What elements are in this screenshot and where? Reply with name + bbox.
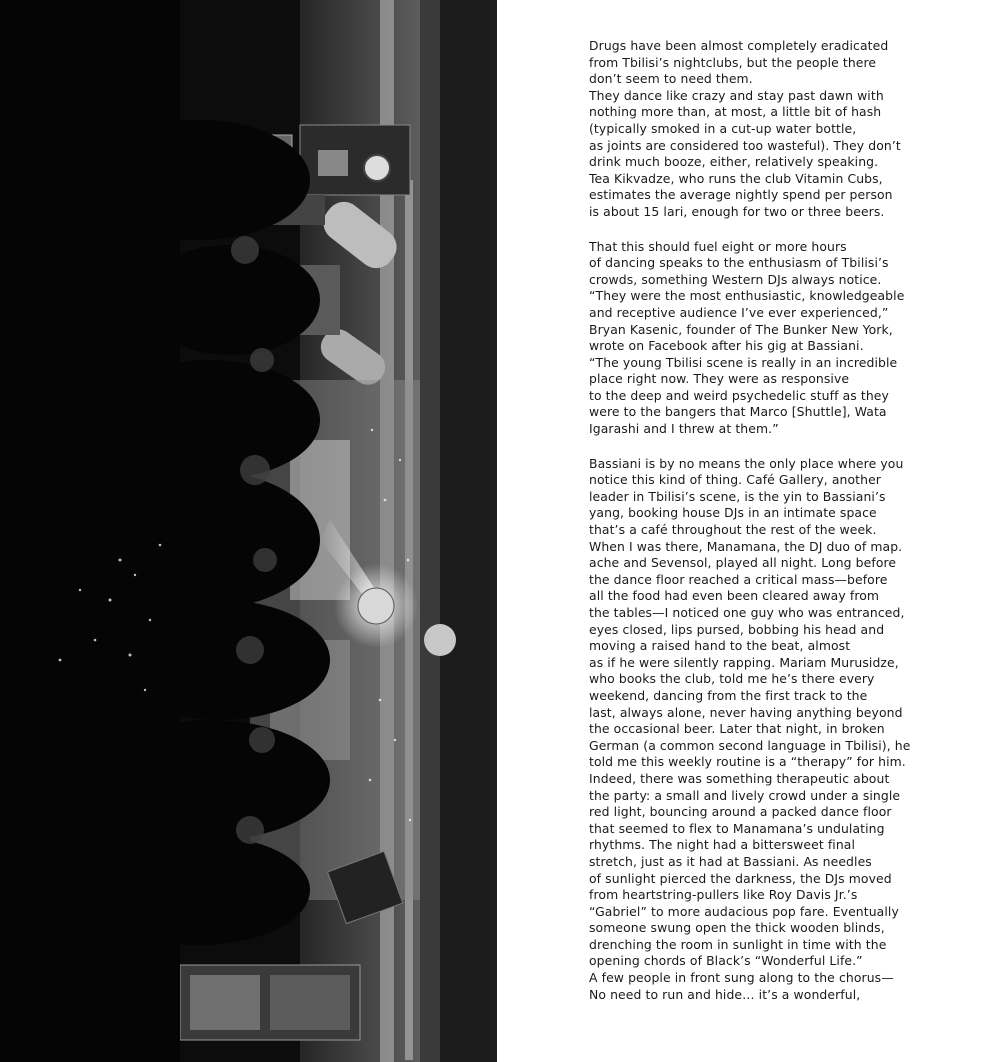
text-line: and receptive audience I’ve ever experienced,” (589, 304, 889, 320)
text-line: estimates the average nightly spend per person (589, 187, 893, 203)
text-line: from heartstring-pullers like Roy Davis Jr.’s (589, 887, 858, 903)
text-line: as joints are considered too wasteful). They don’t (589, 137, 901, 153)
text-line: moving a raised hand to the beat, almost (589, 638, 851, 654)
text-line: last, always alone, never having anything beyond (589, 704, 903, 720)
text-line: as if he were silently rapping. Mariam Murusidze, (589, 654, 899, 670)
text-line: Drugs have been almost completely eradicated (589, 38, 889, 53)
text-line: ache and Sevensol, played all night. Long before (589, 555, 897, 571)
text-line: When I was there, Manamana, the DJ duo of map. (589, 538, 903, 554)
text-line: someone swung open the thick wooden blinds, (589, 920, 885, 936)
text-line: drink much booze, either, relatively speaking. (589, 154, 879, 170)
text-line: Bryan Kasenic, founder of The Bunker New York, (589, 321, 893, 337)
text-line: rhythms. The night had a bittersweet final (589, 837, 856, 853)
text-line: “The young Tbilisi scene is really in an incredible (589, 354, 898, 370)
text-line: the tables—I noticed one guy who was entranced, (589, 605, 905, 620)
text-line: Indeed, there was something therapeutic about (589, 770, 890, 786)
text-line: crowds, something Western DJs always notice. (589, 271, 882, 287)
text-line: that seemed to flex to Manamana’s undulating (589, 820, 885, 836)
text-line: place right now. They were as responsive (589, 371, 850, 387)
text-line: (typically smoked in a cut-up water bottle, (589, 120, 857, 136)
text-line: that’s a café throughout the rest of the week. (589, 522, 877, 538)
text-line: from Tbilisi’s nightclubs, but the people there (589, 54, 877, 70)
text-line: opening chords of Black’s “Wonderful Life.” (589, 953, 863, 969)
paragraph-1 (589, 38, 969, 221)
text-line: drenching the room in sunlight in time with the (589, 936, 887, 952)
text-line: stretch, just as it had at Bassiani. As needles (589, 853, 872, 869)
text-line: red light, bouncing around a packed dance floor (589, 804, 892, 820)
paragraph-2 (589, 239, 969, 438)
text-line: A few people in front sung along to the chorus— (589, 970, 894, 986)
text-line: who books the club, told me he’s there every (589, 671, 875, 687)
text-line: eyes closed, lips pursed, bobbing his head and (589, 621, 885, 637)
text-line: told me this weekly routine is a “therapy” for him. (589, 754, 906, 770)
text-line: of dancing speaks to the enthusiasm of Tbilisi’s (589, 255, 889, 271)
text-line: “Gabriel” to more audacious pop fare. Eventually (589, 903, 899, 919)
text-line: Bassiani is by no means the only place where you (589, 455, 904, 471)
text-line: the party: a small and lively crowd under a single (589, 787, 901, 803)
text-line: were to the bangers that Marco [Shuttle], Wata (589, 404, 887, 420)
paragraph-3 (589, 456, 969, 1004)
text-line: yang, booking house DJs in an intimate space (589, 505, 877, 521)
text-line: is about 15 lari, enough for two or three beers. (589, 203, 885, 219)
text-line: the dance floor reached a critical mass—before (589, 571, 888, 587)
text-line: leader in Tbilisi’s scene, is the yin to Bassiani’s (589, 488, 886, 504)
text-line: That this should fuel eight or more hours (589, 238, 847, 254)
text-line: “They were the most enthusiastic, knowledgeable (589, 288, 905, 304)
article-text (589, 38, 969, 1021)
text-line: the occasional beer. Later that night, in broken (589, 721, 885, 737)
text-line: wrote on Facebook after his gig at Bassiani. (589, 338, 864, 354)
text-line: all the food had even been cleared away from (589, 588, 880, 604)
text-line: weekend, dancing from the first track to the (589, 687, 868, 703)
text-line: notice this kind of thing. Café Gallery, another (589, 472, 881, 488)
text-line: to the deep and weird psychedelic stuff as they (589, 387, 889, 403)
text-line: Tea Kikvadze, who runs the club Vitamin Cubs, (589, 170, 883, 186)
text-line: Igarashi and I threw at them.” (589, 421, 779, 437)
text-line: German (a common second language in Tbilisi), he (589, 737, 911, 753)
text-line: They dance like crazy and stay past dawn with (589, 87, 884, 103)
text-line: nothing more than, at most, a little bit of hash (589, 104, 882, 120)
text-line: No need to run and hide… it’s a wonderful, (589, 986, 861, 1002)
text-line: of sunlight pierced the darkness, the DJs moved (589, 870, 892, 886)
text-line: don’t seem to need them. (589, 71, 753, 87)
